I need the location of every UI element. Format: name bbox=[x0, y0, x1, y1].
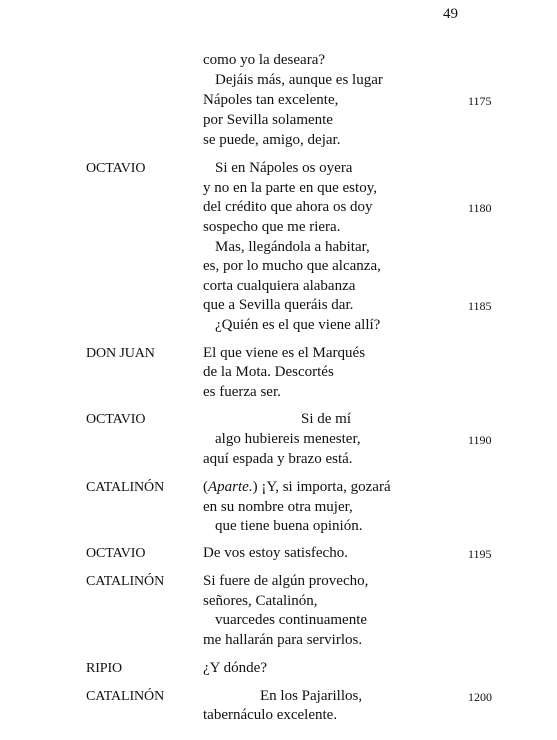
line-number: 1200 bbox=[468, 690, 492, 704]
verse-line: y no en la parte en que estoy, bbox=[203, 180, 377, 196]
verse-line: corta cualquiera alabanza bbox=[203, 278, 356, 294]
verse-line: Si de mí bbox=[301, 411, 352, 427]
verse-line: ¿Y dónde? bbox=[203, 660, 267, 676]
verse-line: es fuerza ser. bbox=[203, 384, 281, 400]
verse-line: aquí espada y brazo está. bbox=[203, 451, 353, 467]
verse-line: que tiene buena opinión. bbox=[215, 518, 363, 534]
verse-line: Si fuere de algún provecho, bbox=[203, 573, 369, 589]
speaker-name: OCTAVIO bbox=[86, 161, 146, 176]
speaker-name: DON JUAN bbox=[86, 346, 155, 361]
verse-line: por Sevilla solamente bbox=[203, 112, 333, 128]
verse-line: como yo la deseara? bbox=[203, 52, 326, 68]
speaker-name: CATALINÓN bbox=[86, 480, 165, 495]
verse-line: de la Mota. Descortés bbox=[203, 364, 334, 380]
speaker-name: OCTAVIO bbox=[86, 412, 146, 427]
verse-line: algo hubiereis menester, bbox=[215, 431, 361, 447]
speaker-name: CATALINÓN bbox=[86, 689, 165, 704]
verse-line: Mas, llegándola a habitar, bbox=[215, 239, 370, 255]
stage-direction: Aparte. bbox=[208, 479, 253, 495]
speaker-name: OCTAVIO bbox=[86, 546, 146, 561]
line-number: 1190 bbox=[468, 433, 492, 447]
line-number: 1195 bbox=[468, 547, 492, 561]
line-number: 1185 bbox=[468, 299, 492, 313]
line-number: 1180 bbox=[468, 201, 492, 215]
verse-line: ¿Quién es el que viene allí? bbox=[215, 317, 381, 333]
verse-line: El que viene es el Marqués bbox=[203, 345, 366, 361]
page-number: 49 bbox=[443, 6, 458, 22]
paren-open: ( bbox=[203, 479, 208, 495]
speaker-name: RIPIO bbox=[86, 661, 123, 676]
speaker-name: CATALINÓN bbox=[86, 574, 165, 589]
verse-line-with-stage-direction bbox=[203, 478, 391, 497]
verse-line: del crédito que ahora os doy bbox=[203, 199, 373, 215]
verse-line: Dejáis más, aunque es lugar bbox=[215, 72, 383, 88]
verse-line: Si en Nápoles os oyera bbox=[215, 160, 353, 176]
verse-line: me hallarán para servirlos. bbox=[203, 632, 363, 648]
verse-line: tabernáculo excelente. bbox=[203, 707, 338, 723]
verse-text: ) ¡Y, si importa, gozará bbox=[252, 479, 391, 495]
verse-line: sospecho que me riera. bbox=[203, 219, 341, 235]
verse-line: que a Sevilla queráis dar. bbox=[203, 297, 354, 313]
verse-line: en su nombre otra mujer, bbox=[203, 499, 353, 515]
verse-line: señores, Catalinón, bbox=[203, 593, 318, 609]
verse-line: De vos estoy satisfecho. bbox=[203, 545, 348, 561]
verse-line: se puede, amigo, dejar. bbox=[203, 132, 341, 148]
verse-line: En los Pajarillos, bbox=[260, 688, 363, 704]
verse-line: es, por lo mucho que alcanza, bbox=[203, 258, 381, 274]
line-number: 1175 bbox=[468, 94, 492, 108]
verse-line: vuarcedes continuamente bbox=[215, 612, 368, 628]
verse-line: Nápoles tan excelente, bbox=[203, 92, 339, 108]
